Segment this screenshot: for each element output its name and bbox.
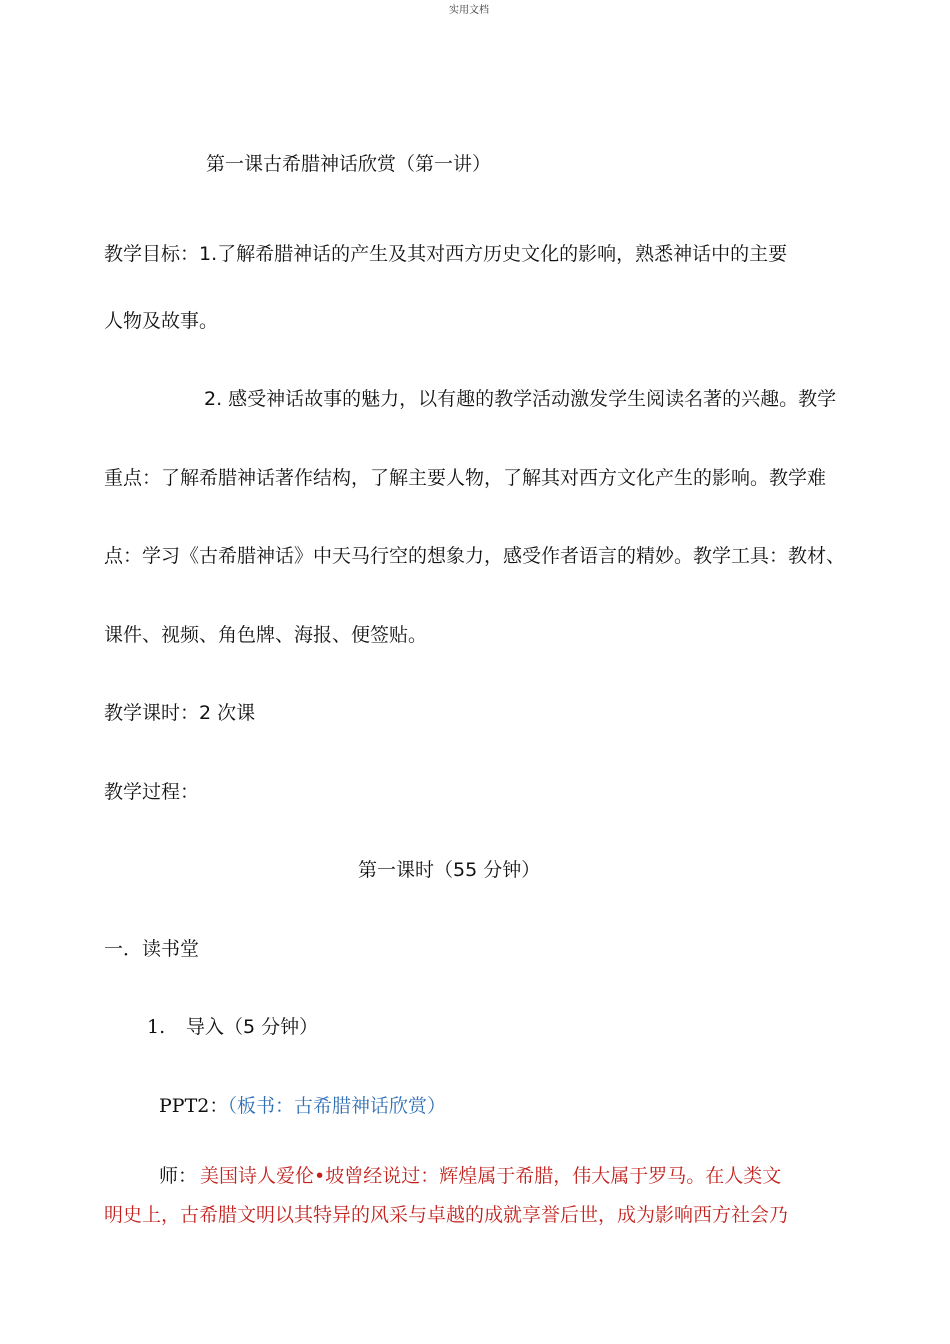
objectives-line-2: 人物及故事。	[104, 310, 219, 332]
lesson-title: 第一课古希腊神话欣赏（第一讲）	[206, 153, 492, 175]
process-label: 教学过程：	[104, 781, 200, 803]
teacher-speech-line-1: 美国诗人爱伦•坡曾经说过：辉煌属于希腊，伟大属于罗马。在人类文	[200, 1165, 782, 1187]
objectives-line-1: 教学目标：1.了解希腊神话的产生及其对西方历史文化的影响，熟悉神话中的主要	[104, 243, 788, 265]
list-item-intro: 导入（5 分钟）	[186, 1016, 319, 1038]
objectives-line-5: 点：学习《古希腊神话》中天马行空的想象力，感受作者语言的精妙。教学工具：教材、	[104, 545, 846, 567]
teacher-speech-line-2: 明史上，古希腊文明以其特异的风采与卓越的成就享誉后世，成为影响西方社会乃	[104, 1204, 789, 1226]
objectives-line-3: 2. 感受神话故事的魅力，以有趣的教学活动激发学生阅读名著的兴趣。教学	[204, 388, 837, 410]
list-item-number: 1.	[147, 1016, 166, 1038]
board-text: （板书：古希腊神话欣赏）	[218, 1095, 447, 1117]
session-title: 第一课时（55 分钟）	[358, 859, 541, 881]
teaching-hours: 教学课时：2 次课	[104, 702, 256, 724]
objectives-line-6: 课件、视频、角色牌、海报、便签贴。	[104, 624, 428, 646]
objectives-line-4: 重点：了解希腊神话著作结构，了解主要人物，了解其对西方文化产生的影响。教学难	[104, 467, 827, 489]
section-heading: 一．读书堂	[104, 938, 200, 960]
ppt-label: PPT2：	[159, 1095, 229, 1117]
page-header: 实用文档	[449, 5, 489, 16]
teacher-label: 师：	[159, 1165, 198, 1187]
